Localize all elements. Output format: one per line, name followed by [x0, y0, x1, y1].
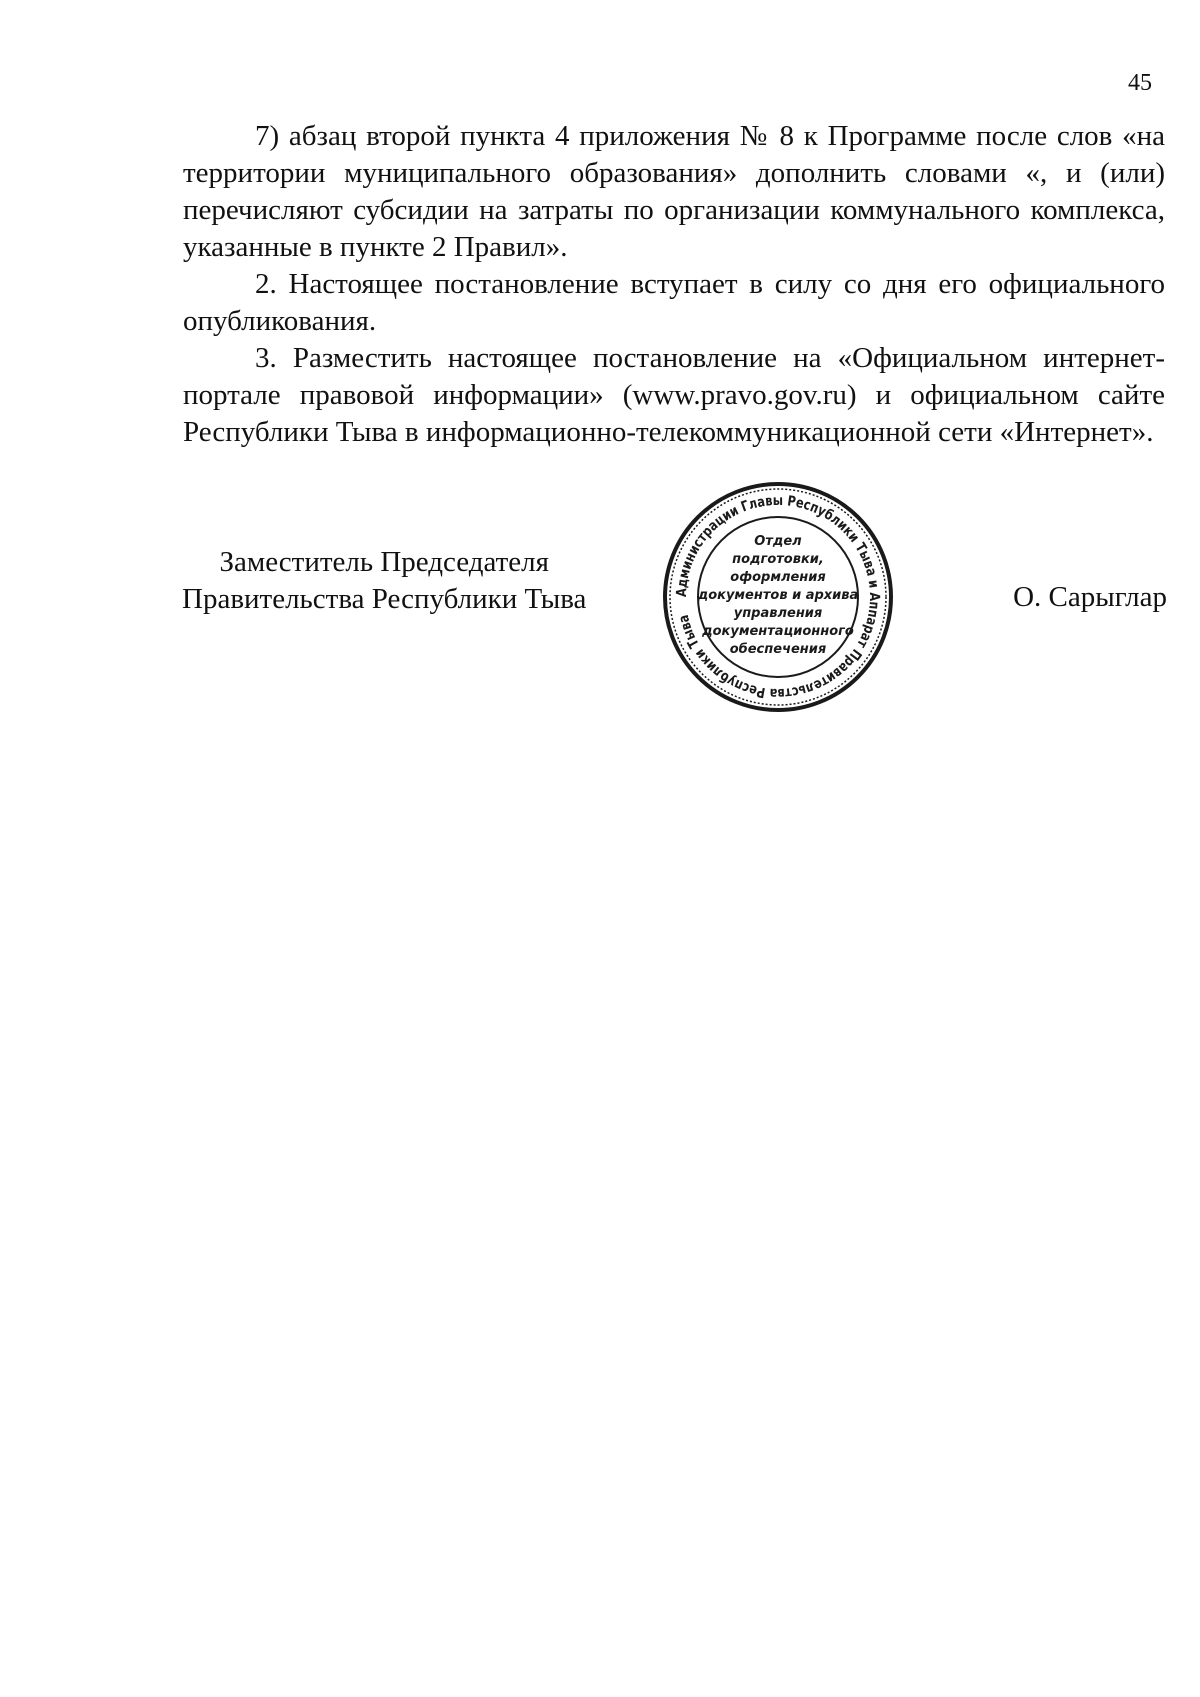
page-number: 45 [1128, 70, 1152, 96]
stamp-ring-text: Администрации Главы Республики Тыва и Аппарат Правительства Республики Тыва [673, 492, 883, 702]
official-stamp [658, 477, 898, 717]
stamp-line-1: Отдел [754, 534, 802, 549]
paragraph-item-7: 7) абзац второй пункта 4 приложения № 8 к Программе после слов «на территории муниципального образования» дополнить словами «, и (или) перечисляют субсидии на затраты по организации коммунального комплекса, указанные в пункте 2 Правил». [183, 120, 1165, 263]
signatory-position-line1: Заместитель Председателя [219, 546, 549, 578]
stamp-line-2: подготовки, [732, 552, 824, 567]
stamp-line-3: оформления [730, 570, 826, 585]
signatory-position [182, 544, 586, 618]
stamp-line-7: обеспечения [729, 642, 827, 657]
document-body [183, 118, 1165, 451]
paragraph-entry-into-force: 2. Настоящее постановление вступает в силу со дня его официального опубликования. [183, 268, 1165, 337]
stamp-inner-text [697, 534, 859, 657]
paragraph-publication: 3. Разместить настоящее постановление на «Официальном интернет-портале правовой информации» (www.pravo.gov.ru) и официальном сайте Республики Тыва в информационно-телекоммуникационной сети «Интернет». [183, 342, 1165, 448]
signatory-name: О. Сарыглар [1013, 581, 1167, 613]
stamp-line-5: управления [733, 606, 823, 621]
stamp-line-6: документационного [702, 624, 854, 639]
stamp-line-4: документов и архива [697, 588, 859, 603]
signatory-position-line2: Правительства Республики Тыва [182, 583, 587, 615]
